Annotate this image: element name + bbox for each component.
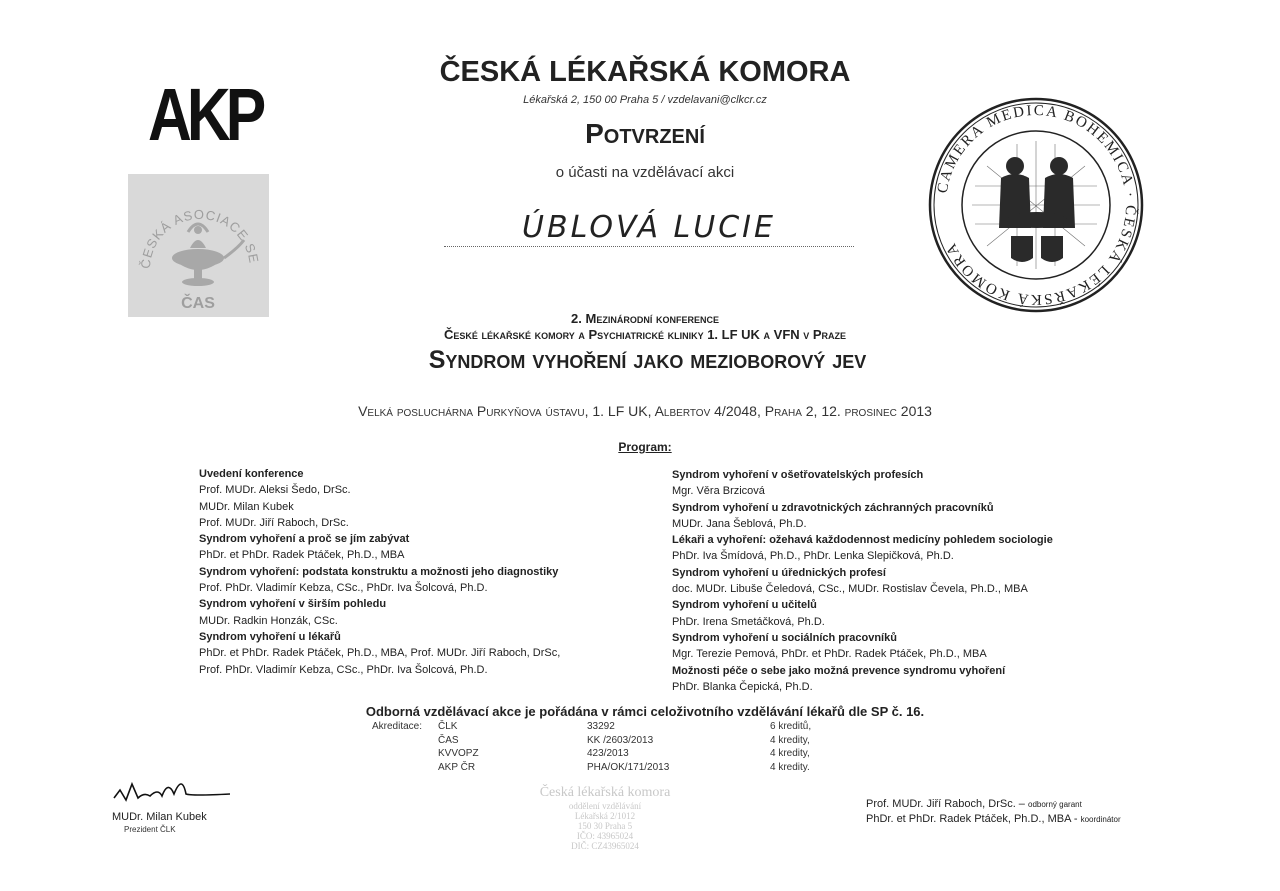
organization-address: Lékařská 2, 150 00 Praha 5 / vzdelavani@clkcr.cz <box>523 94 767 106</box>
program-speakers: Prof. PhDr. Vladimír Kebza, CSc., PhDr. Iva Šolcová, Ph.D. <box>199 663 488 676</box>
coordinator <box>866 813 1121 825</box>
conference-line-1: 2. Mezinárodní konference <box>571 311 719 326</box>
program-speakers: Prof. MUDr. Aleksi Šedo, DrSc. <box>199 484 351 497</box>
signer-left-name: MUDr. Milan Kubek <box>112 811 207 823</box>
participant-name: ÚBLOVÁ LUCIE <box>522 210 776 245</box>
akp-logo: AKP <box>148 73 262 156</box>
program-left-column <box>199 466 649 678</box>
cas-logo-abbrev: ČAS <box>181 295 215 312</box>
conference-venue: Velká posluchárna Purkyňova ústavu, 1. LF UK, Albertov 4/2048, Praha 2, 12. prosinec 2013 <box>358 403 932 419</box>
accreditation-org: AKP ČR <box>438 761 476 773</box>
program-speakers: Mgr. Věra Brzicová <box>672 485 765 498</box>
guarantor-name: Prof. MUDr. Jiří Raboch, DrSc. – <box>866 798 1025 810</box>
cas-logo <box>128 174 269 317</box>
accreditation-code: 33292 <box>587 721 615 732</box>
program-speakers: PhDr. Irena Smetáčková, Ph.D. <box>672 615 825 628</box>
program-talk-title: Syndrom vyhoření u sociálních pracovníků <box>672 631 897 644</box>
program-speakers: PhDr. et PhDr. Radek Ptáček, Ph.D., MBA <box>199 549 405 562</box>
accreditation-label: Akreditace: <box>372 721 423 732</box>
program-speakers: Prof. PhDr. Vladimír Kebza, CSc., PhDr. Iva Šolcová, Ph.D. <box>199 582 488 595</box>
program-talk-title: Lékaři a vyhoření: ožehavá každodennost medicíny pohledem sociologie <box>672 534 1053 547</box>
guarantor <box>866 798 1082 810</box>
program-talk-title: Syndrom vyhoření u učitelů <box>672 599 817 612</box>
program-talk-title: Syndrom vyhoření u lékařů <box>199 630 341 643</box>
stamp-lines <box>500 801 710 851</box>
accreditation-credits: 4 kredity, <box>770 748 810 759</box>
program-speakers: doc. MUDr. Libuše Čeledová, CSc., MUDr. Rostislav Čevela, Ph.D., MBA <box>672 583 1028 596</box>
conference-line-2: České lékařské komory a Psychiatrické kliniky 1. LF UK a VFN v Praze <box>443 327 847 342</box>
program-talk-title: Syndrom vyhoření v ošetřovatelských profesích <box>672 469 924 481</box>
program-speakers: MUDr. Jana Šeblová, Ph.D. <box>672 517 807 530</box>
seal-text: CAMERA MEDICA BOHEMICA · ČESKÁ LÉKAŘSKÁ KOMORA <box>934 102 1139 308</box>
program-talk-title: Syndrom vyhoření a proč se jím zabývat <box>199 533 410 546</box>
program-speakers: PhDr. Blanka Čepická, Ph.D. <box>672 680 813 693</box>
program-talk-title: Uvedení konference <box>199 468 304 480</box>
accreditation-statement: Odborná vzdělávací akce je pořádána v rámci celoživotního vzdělávání lékařů dle SP č. 16. <box>365 704 925 719</box>
accreditation-code: PHA/OK/171/2013 <box>587 761 670 773</box>
accreditation-credits: 6 kreditů, <box>770 721 812 732</box>
stamp-line: Lékařská 2/1012 <box>574 811 636 821</box>
coordinator-role: koordinátor <box>1080 815 1121 824</box>
program-speakers: Mgr. Terezie Pemová, PhDr. et PhDr. Radek Ptáček, Ph.D., MBA <box>672 648 987 661</box>
coordinator-name: PhDr. et PhDr. Radek Ptáček, Ph.D., MBA - <box>866 813 1078 825</box>
name-dotted-line <box>444 246 854 247</box>
stamp-line: oddělení vzdělávání <box>568 801 642 811</box>
accreditation-credits: 4 kredity, <box>770 734 810 746</box>
accreditation-credits: 4 kredity. <box>770 761 810 773</box>
accreditation-org: KVVOPZ <box>438 748 479 759</box>
program-talk-title: Syndrom vyhoření v širším pohledu <box>199 598 387 611</box>
stamp-line: 150 30 Praha 5 <box>577 821 633 831</box>
conference-title: Syndrom vyhoření jako mezioborový jev <box>428 346 867 374</box>
cas-logo-ring-text: ČESKÁ ASOCIACE SE <box>137 206 262 270</box>
document-title: Potvrzení <box>585 118 705 149</box>
accreditation-org: ČLK <box>438 721 458 732</box>
stamp-line: IČO: 43965024 <box>576 831 634 841</box>
stamp-line: DIČ: CZ43965024 <box>571 841 639 851</box>
program-speakers: MUDr. Milan Kubek <box>199 500 294 513</box>
program-speakers: PhDr. Iva Šmídová, Ph.D., PhDr. Lenka Slepičková, Ph.D. <box>672 550 954 563</box>
program-speakers: MUDr. Radkin Honzák, CSc. <box>199 614 338 627</box>
organization-name: ČESKÁ LÉKAŘSKÁ KOMORA <box>439 56 851 88</box>
program-heading: Program: <box>618 440 672 454</box>
signer-left-role: Prezident ČLK <box>124 825 176 834</box>
program-talk-title: Syndrom vyhoření: podstata konstruktu a možnosti jeho diagnostiky <box>199 565 559 578</box>
stamp-title: Česká lékařská komora <box>539 785 671 800</box>
guarantor-role: odborný garant <box>1028 800 1082 809</box>
accreditation-code: KK /2603/2013 <box>587 734 654 746</box>
program-speakers: Prof. MUDr. Jiří Raboch, DrSc. <box>199 516 349 529</box>
program-talk-title: Možnosti péče o sebe jako možná prevence syndromu vyhoření <box>672 664 1006 677</box>
signature-kubek <box>112 770 242 810</box>
document-subtitle: o účasti na vzdělávací akci <box>555 164 735 181</box>
program-talk-title: Syndrom vyhoření u úřednických profesí <box>672 566 886 579</box>
program-talk-title: Syndrom vyhoření u zdravotnických záchranných pracovníků <box>672 501 994 514</box>
program-speakers: PhDr. et PhDr. Radek Ptáček, Ph.D., MBA, Prof. MUDr. Jiří Raboch, DrSc, <box>199 647 561 660</box>
accreditation-org: ČAS <box>438 734 459 746</box>
accreditation-code: 423/2013 <box>587 748 629 759</box>
clk-stamp <box>500 785 710 851</box>
program-right-column <box>672 467 1132 695</box>
